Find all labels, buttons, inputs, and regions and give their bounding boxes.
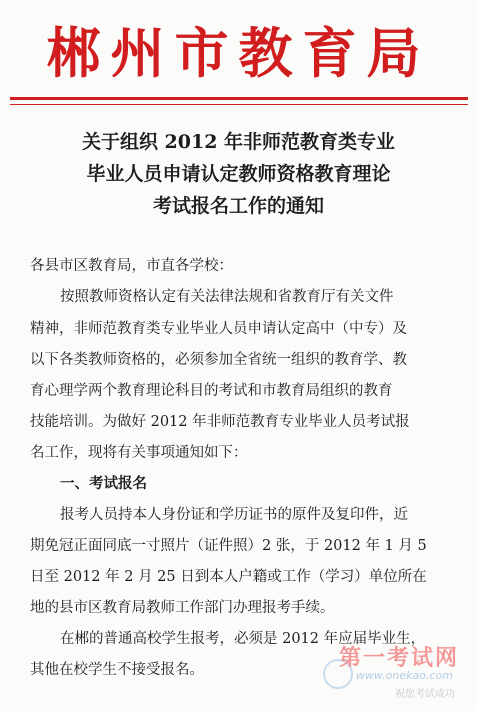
body-line: 期免冠正面同底一寸照片（证件照）2 张，于 2012 年 1 月 5: [30, 538, 427, 554]
body-line: 其他在校学生不接受报名。: [30, 662, 204, 678]
body-line: 在郴的普通高校学生报考，必须是 2012 年应届毕业生，: [60, 631, 426, 647]
body-line: 技能培训。为做好 2012 年非师范教育专业毕业人员考试报: [30, 414, 410, 430]
body-line: 按照教师资格认定有关法律法规和省教育厅有关文件: [60, 289, 394, 305]
masthead-rule-thin: [10, 104, 468, 105]
site-watermark: [313, 641, 463, 703]
masthead-rule-thick: [10, 97, 468, 100]
document-title-line: 关于组织 2012 年非师范教育类专业: [81, 131, 396, 153]
body-line: 精神，非师范教育类专业毕业人员申请认定高中（中专）及: [30, 321, 407, 337]
body-line: 育心理学两个教育理论科目的考试和市教育局组织的教育: [30, 383, 393, 399]
section-heading: 一、考试报名: [60, 475, 147, 492]
document-title: [0, 126, 477, 222]
masthead-title: 郴州市教育局: [46, 22, 431, 85]
document-title-line: 毕业人员申请认定教师资格教育理论: [86, 163, 391, 185]
body-line: 日至 2012 年 2 月 25 日到本人户籍或工作（学习）单位所在: [30, 569, 427, 585]
salutation: 各县市区教育局，市直各学校：: [30, 258, 233, 274]
document-title-line: 考试报名工作的通知: [152, 195, 324, 217]
body-line: 报考人员持本人身份证和学历证书的原件及复印件，近: [60, 507, 408, 523]
body-line: 名工作，现将有关事项通知如下：: [30, 445, 248, 461]
body-line: 以下各类教师资格的，必须参加全省统一组织的教育学、教: [30, 352, 407, 368]
watermark-title: 第一考试网: [338, 646, 459, 671]
watermark-slogan: 祝您考试成功: [395, 689, 455, 700]
body-line: 地的县市区教育局教师工作部门办理报考手续。: [30, 600, 335, 616]
watermark-url: www.onekao.com: [355, 669, 453, 682]
